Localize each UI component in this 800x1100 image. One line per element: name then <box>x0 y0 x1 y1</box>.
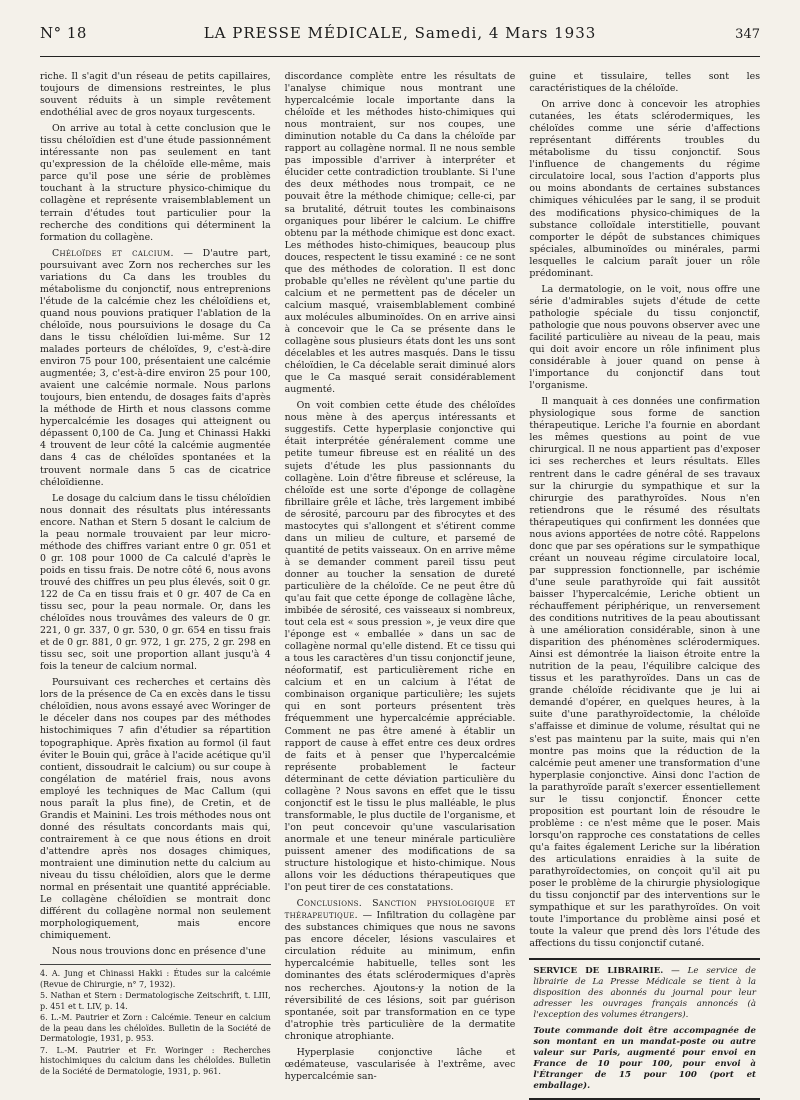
footnote: 5. Nathan et Stern : Dermatologische Zeitschrift, t. LIII, p. 451 et t. LIV, p. 14. <box>40 991 271 1011</box>
article-columns <box>40 71 761 1092</box>
paragraph <box>285 898 516 1043</box>
page-number: 347 <box>735 27 760 42</box>
paragraph: Nous nous trouvions donc en présence d'une <box>52 946 266 958</box>
footnote: 6. L.-M. Pautrier et Zorn : Calcémie. Teneur en calcium de la peau dans les chéloïdes. Bulletin de la Société de Dermatologie, 1931, p. 953. <box>40 1013 271 1044</box>
paragraph: guine et tissulaire, telles sont les caractéristiques de la chéloïde. <box>529 71 761 95</box>
section-heading: Conclusions. Sanction physiologique et thérapeutique. <box>284 898 516 922</box>
paragraph: On arrive au total à cette conclusion que le tissu chéloïdien est d'une étude passionnément intéressante non pas seulement en tant qu'expression de la chéloïde elle-même, mais parce qu'il pose une série de problèmes touchant à la structure physico-chimique du collagène et représente vraisemblablement un terrain d'études tout particulier pour la recherche des conditions qui déterminent la formation du collagène. <box>40 123 271 243</box>
paragraph: On voit combien cette étude des chéloïdes nous mène à des aperçus intéressants et suggestifs. Cette hyperplasie conjonctive qui était interprétée généralement comme une petite tumeur fibreuse est en réalité un des sujets d'étude les plus passionnants du collagène. Loin d'être fibreuse et scléreuse, la chéloïde est une sorte d'éponge de collagène fibrillaire grêle et lâche, très largement imbibé de sérosité, parcouru par des fibrocytes et des mastocytes qui s'allongent et s'étirent comme dans un milieu de culture, et parsemé de quantité de petits vaisseaux. On en arrive même à se demander comment pareil tissu peut donner au toucher la sensation de dureté particulière de la chéloïde. Ce ne peut être dû qu'au fait que cette éponge de collagène lâche, imbibée de sérosité, ces vaisseaux si nombreux, tout cela est « sous pression », je veux dire que l'éponge est « emballée » dans un sac de collagène normal qu'elle distend. Et ce tissu qui a tous les caractères d'un tissu conjonctif jeune, néoformatif, est particulièrement riche en calcium et en un calcium à l'état de combinaison organique particulière; les sujets qui en sont porteurs présentent très fréquemment une hypercalcémie appréciable. Comment ne pas être amené à établir un rapport de cause à effet entre ces deux ordres de faits et à penser que l'hypercalcémie représente probablement le facteur déterminant de cette déviation particulière du collagène ? Nous savons en effet que le tissu conjonctif est le tissu le plus malléable, le plus transformable, le plus ductile de l'organisme, et l'on peut concevoir qu'une vascularisation anormale et une teneur minérale particulière puissent amener des modifications de sa structure histologique et histo-chimique. Nous allons voir les déductions thérapeutiques que l'on peut tirer de ces constatations. <box>284 400 516 894</box>
column-2 <box>284 71 516 1082</box>
column-1 <box>40 71 271 1076</box>
issue-number: N° 18 <box>40 24 87 42</box>
paragraph: discordance complète entre les résultats de l'analyse chimique nous montrant une hypercalcémie locale importante dans la chéloïde et les méthodes histo-chimiques qui nous montraient, sur nos coupes, une diminution notable du Ca dans la chéloïde par rapport au collagène normal. Il ne nous semble pas impossible d'arriver à interpréter et élucider cette contradiction troublante. Si l'une des deux méthodes nous trompait, ce ne pouvait être la méthode chimique; celle-ci, par sa brutalité, détruit toutes les combinaisons organiques pour libérer le calcium. Le chiffre obtenu par la méthode chimique est donc exact. Les méthodes histo-chimiques, beaucoup plus douces, respectent le tissu examiné : ce ne sont que des méthodes de coloration. Il est donc probable qu'elles ne révèlent qu'une partie du calcium et ne permettent pas de déceler un calcium masqué, vraisemblablement combiné aux molécules albuminoïdes. On en arrive ainsi à concevoir que le Ca se présente dans le collagène sous plusieurs états dont les uns sont décelables et les autres masqués. Dans le tissu chéloïdien, le Ca décelable serait diminué alors que le Ca masqué serait considérablement augmenté. <box>284 71 516 396</box>
section-heading: Chéloïdes et calcium. <box>52 247 174 259</box>
paragraph: Poursuivant ces recherches et certains dès lors de la présence de Ca en excès dans le tissu chéloïdien, nous avons essayé avec Woringer de le déceler dans nos coupes par des méthodes histochimiques 7 afin d'étudier sa répartition topographique. Après fixation au formol (il faut éviter le Bouin qui, grâce à l'acide acétique qu'il contient, dissoudrait le calcium) ou sur coupe à congélation de matériel frais, nous avons employé les techniques de Mac Callum (qui nous paraît la plus fine), de Cretin, et de Grandis et Mainini. Les trois méthodes nous ont donné des résultats concordants mais qui, contrairement à ce que nous étions en droit d'attendre après nos dosages chimiques, montraient une diminution nette du calcium au niveau du tissu chéloïdien, alors que le derme normal en présentait une quantité appréciable. Le collagène chéloïdien se montrait donc différent du collagène normal non seulement morphologiquement, mais encore chimiquement. <box>40 677 271 942</box>
footnote: 7. L.-M. Pautrier et Fr. Woringer : Recherches histochimiques du calcium dans les chéloïdes. Bulletin de la Société de Dermatologie, 1931, p. 961. <box>40 1045 271 1076</box>
paragraph-text: — Infiltration du collagène par des substances chimiques que nous ne savons pas encore déceler, lésions vasculaires et circulation réduite au minimum, enfin hypercalcémie habituelle, telles sont les dominantes des états sclérodermiques d'après nos recherches. Ajoutons-y la notion de la réversibilité de ces lésions, soit par guérison spontanée, soit par transformation en ce type d'atrophie très particulière de la dermatite chronique atrophiante. <box>284 910 516 1042</box>
paragraph: riche. Il s'agit d'un réseau de petits capillaires, toujours de dimensions restreintes, le plus souvent réduits à un simple revêtement endothélial avec de gros noyaux turgescents. <box>40 71 271 119</box>
paragraph: Le dosage du calcium dans le tissu chéloïdien nous donnait des résultats plus intéressants encore. Nathan et Stern 5 dosant le calcium de la peau normale trouvaient par leur micro-méthode des chiffres variant entre 0 gr. 051 et 0 gr. 108 pour 1000 de Ca calculé d'après le poids en tissu frais. De notre côté 6, nous avons trouvé des chiffres un peu plus élevés, soit 0 gr. 122 de Ca en tissu frais et 0 gr. 407 de Ca en tissu sec, pour la peau normale. Or, dans les chéloïdes nous trouvâmes des valeurs de 0 gr. 221, 0 gr. 337, 0 gr. 530, 0 gr. 654 en tissu frais et de 0 gr. 881, 0 gr. 972, 1 gr. 275, 2 gr. 298 en tissu sec, soit une proportion allant jusqu'à 4 fois la teneur de calcium normal. <box>40 492 271 673</box>
column-3 <box>529 71 761 1092</box>
footnote: 4. A. Jung et Chinassi Hakki : Études sur la calcémie (Revue de Chirurgie, n° 7, 1932). <box>40 969 271 989</box>
notice-paragraph <box>533 966 756 1021</box>
paragraph <box>40 248 271 489</box>
paragraph-text: — D'autre part, poursuivant avec Zorn nos recherches sur les variations du Ca dans les troubles du métabolisme du conjonctif, nous entreprenions l'étude de la calcémie chez les chéloïdiens et, quand nous pouvions pratiquer l'ablation de la chéloïde, nous poursuivions le dosage du Ca dans le tissu chéloïdien lui-même. Sur 12 malades porteurs de chéloïdes, 9, c'est-à-dire environ 75 pour 100, présentaient une calcémie augmentée; 3, c'est-à-dire environ 25 pour 100, avaient une calcémie normale. Nous parlons toujours, bien entendu, de dosages faits d'après la méthode de Hirth et nous classons comme hypercalcémie les dosages qui atteignent ou dépassent 0,100 de Ca. Jung et Chinassi Hakki 4 trouvent de leur côté la calcémie augmentée dans 4 cas de chéloïdes spontanées et la trouvent normale dans 5 cas de cicatrice chéloïdienne. <box>40 247 271 488</box>
page-header <box>40 24 760 57</box>
notice-text: — Le service de librairie de La Presse Médicale se tient à la disposition des abonnés du journal pour leur adresser les ouvrages français annoncés (à l'exception des volumes étrangers). <box>533 966 757 1021</box>
paragraph: On arrive donc à concevoir les atrophies cutanées, les états sclérodermiques, les chéloïdes comme une série d'affections représentant différents troubles du métabolisme du tissu conjonctif. Sous l'influence de changements du régime circulatoire local, sous l'action d'apports plus ou moins abondants de certaines substances chimiques véhiculées par le sang, il se produit des modifications physico-chimiques de la substance colloïdale interstitielle, pouvant comporter le dépôt de substances chimiques spéciales, albuminoïdes ou minérales, parmi lesquelles le calcium paraît jouer un rôle prédominant. <box>529 99 761 279</box>
notice-heading: SERVICE DE LIBRAIRIE. <box>533 966 664 977</box>
footnotes <box>40 964 271 1077</box>
notice-order-terms: Toute commande doit être accompagnée de son montant en un mandat-poste ou autre valeur sur Paris, augmenté pour envoi en France de 10 pour 100, pour envoi à l'Étranger de 15 pour 100 (port et emballage). <box>533 1026 757 1092</box>
paragraph: La dermatologie, on le voit, nous offre une série d'admirables sujets d'étude de cette pathologie spéciale du tissu conjonctif, pathologie que nous pouvons observer avec une facilité particulière au niveau de la peau, mais qui doit avoir encore un rôle infiniment plus considérable à jouer quand on pense à l'importance du conjonctif dans tout l'organisme. <box>529 283 761 392</box>
journal-title: LA PRESSE MÉDICALE, Samedi, 4 Mars 1933 <box>203 24 597 42</box>
library-notice <box>529 958 760 1100</box>
paragraph: Hyperplasie conjonctive lâche et œdémateuse, vascularisée à l'extrême, avec hypercalcémie san- <box>284 1046 516 1082</box>
paragraph: Il manquait à ces données une confirmation physiologique sous forme de sanction thérapeutique. Leriche l'a fournie en abordant les mêmes questions au point de vue chirurgical. Il ne nous appartient pas d'exposer ici ses recherches et leurs résultats. Elles rentrent dans le cadre général de ses travaux sur la chirurgie du sympathique et sur la chirurgie des parathyroïdes. Nous n'en retiendrons que le résumé des résultats thérapeutiques qui confirment les données que nous avions apportées de notre côté. Rappelons donc que par ses opérations sur le sympathique créant un nouveau régime circulatoire local, par suppression fonctionnelle, par ischémie d'une seule parathyroïde qui fait aussitôt baisser l'hypercalcémie, Leriche obtient un réchauffement périphérique, un renversement des conditions nutritives de la peau aboutissant à une amélioration considérable, sinon à une disparition des phénomènes sclérodermiques. Ainsi est démontrée la liaison étroite entre la nutrition de la peau, l'équilibre calcique des tissus et les parathyroïdes. Dans un cas de grande chéloïde récidivante que je lui ai demandé d'opérer, en quelques heures, à la suite d'une parathyroïdectomie, la chéloïde s'affaisse et diminue de volume, résultat qui ne s'est pas maintenu par la suite, mais qui n'en montre pas moins que la réduction de la calcémie peut amener une transformation d'une hyperplasie conjonctive. Ainsi donc l'action de la parathyroïde paraît s'exercer essentiellement sur le tissu conjonctif. Énoncer cette proposition est pourtant loin de résoudre le problème : ce n'est même que le poser. Mais lorsqu'on rapproche ces constatations de celles qu'a faites également Leriche sur la libération des articulations enraidies à la suite de parathyroïdectomies, on conçoit qu'il ait pu poser le problème de la chirurgie physiologique du tissu conjonctif par des interventions sur le sympathique et sur les parathyroïdes. On voit toute l'importance du problème ainsi posé et toute la valeur que prend dès lors l'étude des affections du tissu conjonctif cutané. <box>529 396 761 950</box>
